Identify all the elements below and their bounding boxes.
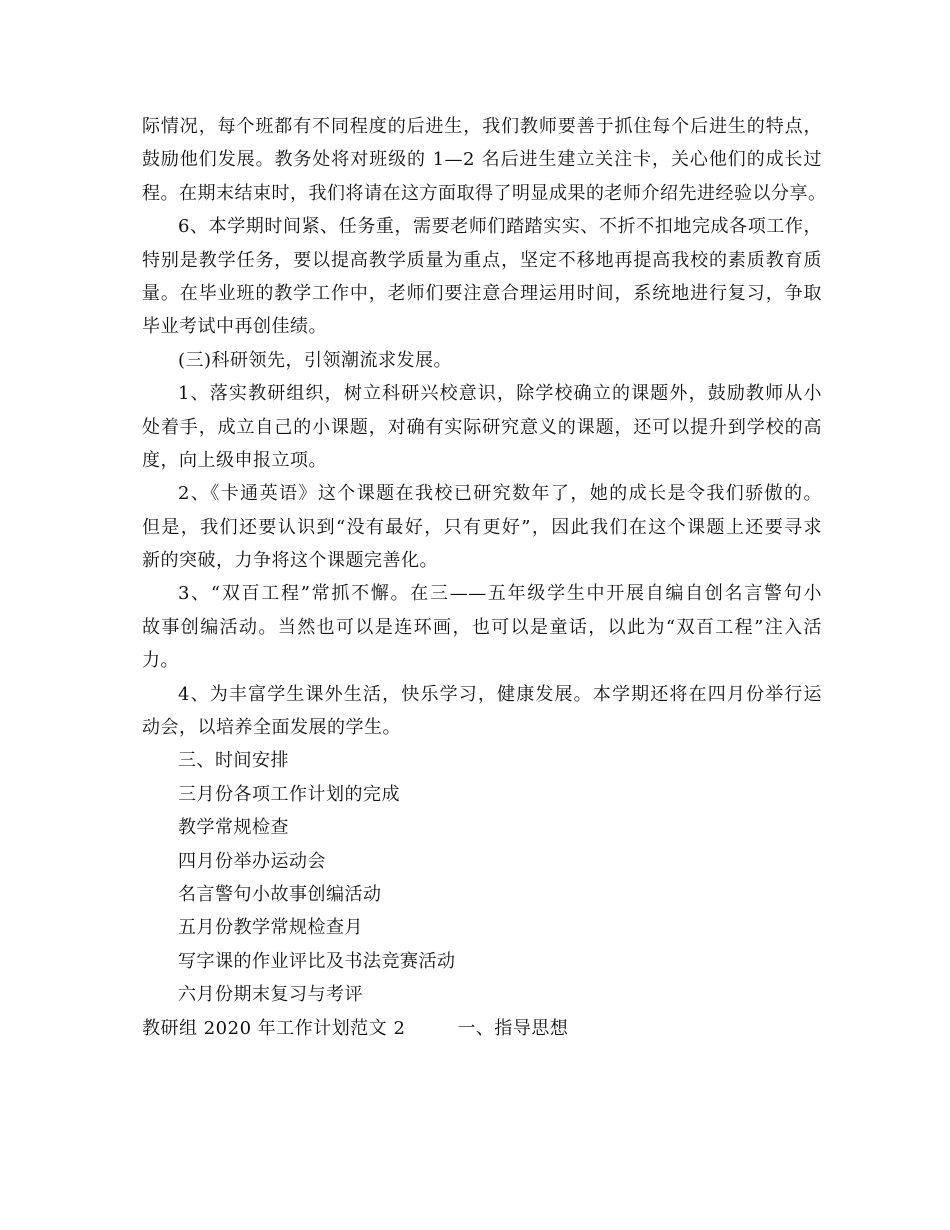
paragraph-line: 处着手，成立自己的小课题，对确有实际研究意义的课题，还可以提升到学校的高: [142, 416, 822, 438]
paragraph-line: 2、《卡通英语》这个课题在我校已研究数年了，她的成长是令我们骄傲的。: [178, 483, 822, 505]
section-heading-guiding: 一、指导思想: [457, 1017, 569, 1039]
schedule-item: 写字课的作业评比及书法竞赛活动: [178, 950, 456, 972]
paragraph-line: 程。在期末结束时，我们将请在这方面取得了明显成果的老师介绍先进经验以分享。: [142, 182, 827, 204]
paragraph-line: 故事创编活动。当然也可以是连环画，也可以是童话，以此为“双百工程”注入活: [142, 616, 822, 638]
document-body: [142, 110, 827, 1045]
paragraph-line: 6、本学期时间紧、任务重，需要老师们踏踏实实、不折不扣地完成各项工作，: [178, 216, 822, 238]
paragraph-line: 3、“双百工程”常抓不懈。在三——五年级学生中开展自编自创名言警句小: [178, 583, 822, 605]
paragraph-line: 动会，以培养全面发展的学生。: [142, 717, 401, 739]
paragraph-line: 4、为丰富学生课外生活，快乐学习，健康发展。本学期还将在四月份举行运: [178, 683, 822, 705]
schedule-item: 四月份举办运动会: [178, 850, 326, 872]
schedule-item: 教学常规检查: [178, 817, 289, 839]
schedule-item: 五月份教学常规检查月: [178, 917, 363, 939]
paragraph-line: 但是，我们还要认识到“没有最好，只有更好”，因此我们在这个课题上还要寻求: [142, 516, 822, 538]
document-title-row: [142, 1012, 822, 1045]
paragraph-line: 特别是教学任务，要以提高教学质量为重点，坚定不移地再提高我校的素质教育质: [142, 249, 822, 271]
paragraph-line: 量。在毕业班的教学工作中，老师们要注意合理运用时间，系统地进行复习，争取: [142, 282, 822, 304]
schedule-item: 三月份各项工作计划的完成: [178, 783, 400, 805]
title-spacer: [405, 1012, 457, 1045]
paragraph-line: 毕业考试中再创佳绩。: [142, 316, 327, 338]
schedule-item: 六月份期末复习与考评: [178, 984, 363, 1006]
section-heading: 三、时间安排: [178, 750, 289, 772]
paragraph-line: 度，向上级申报立项。: [142, 449, 327, 471]
paragraph-line: 鼓励他们发展。教务处将对班级的 1—2 名后进生建立关注卡，关心他们的成长过: [142, 149, 822, 171]
document-title: 教研组 2020 年工作计划范文 2: [142, 1017, 406, 1039]
section-heading: (三)科研领先，引领潮流求发展。: [178, 349, 453, 371]
paragraph-line: 1、落实教研组织，树立科研兴校意识，除学校确立的课题外，鼓励教师从小: [178, 383, 822, 405]
paragraph-line: 新的突破，力争将这个课题完善化。: [142, 550, 438, 572]
paragraph-line: 际情况，每个班都有不同程度的后进生，我们教师要善于抓住每个后进生的特点，: [142, 116, 822, 137]
schedule-item: 名言警句小故事创编活动: [178, 883, 382, 905]
paragraph-line: 力。: [142, 650, 179, 672]
